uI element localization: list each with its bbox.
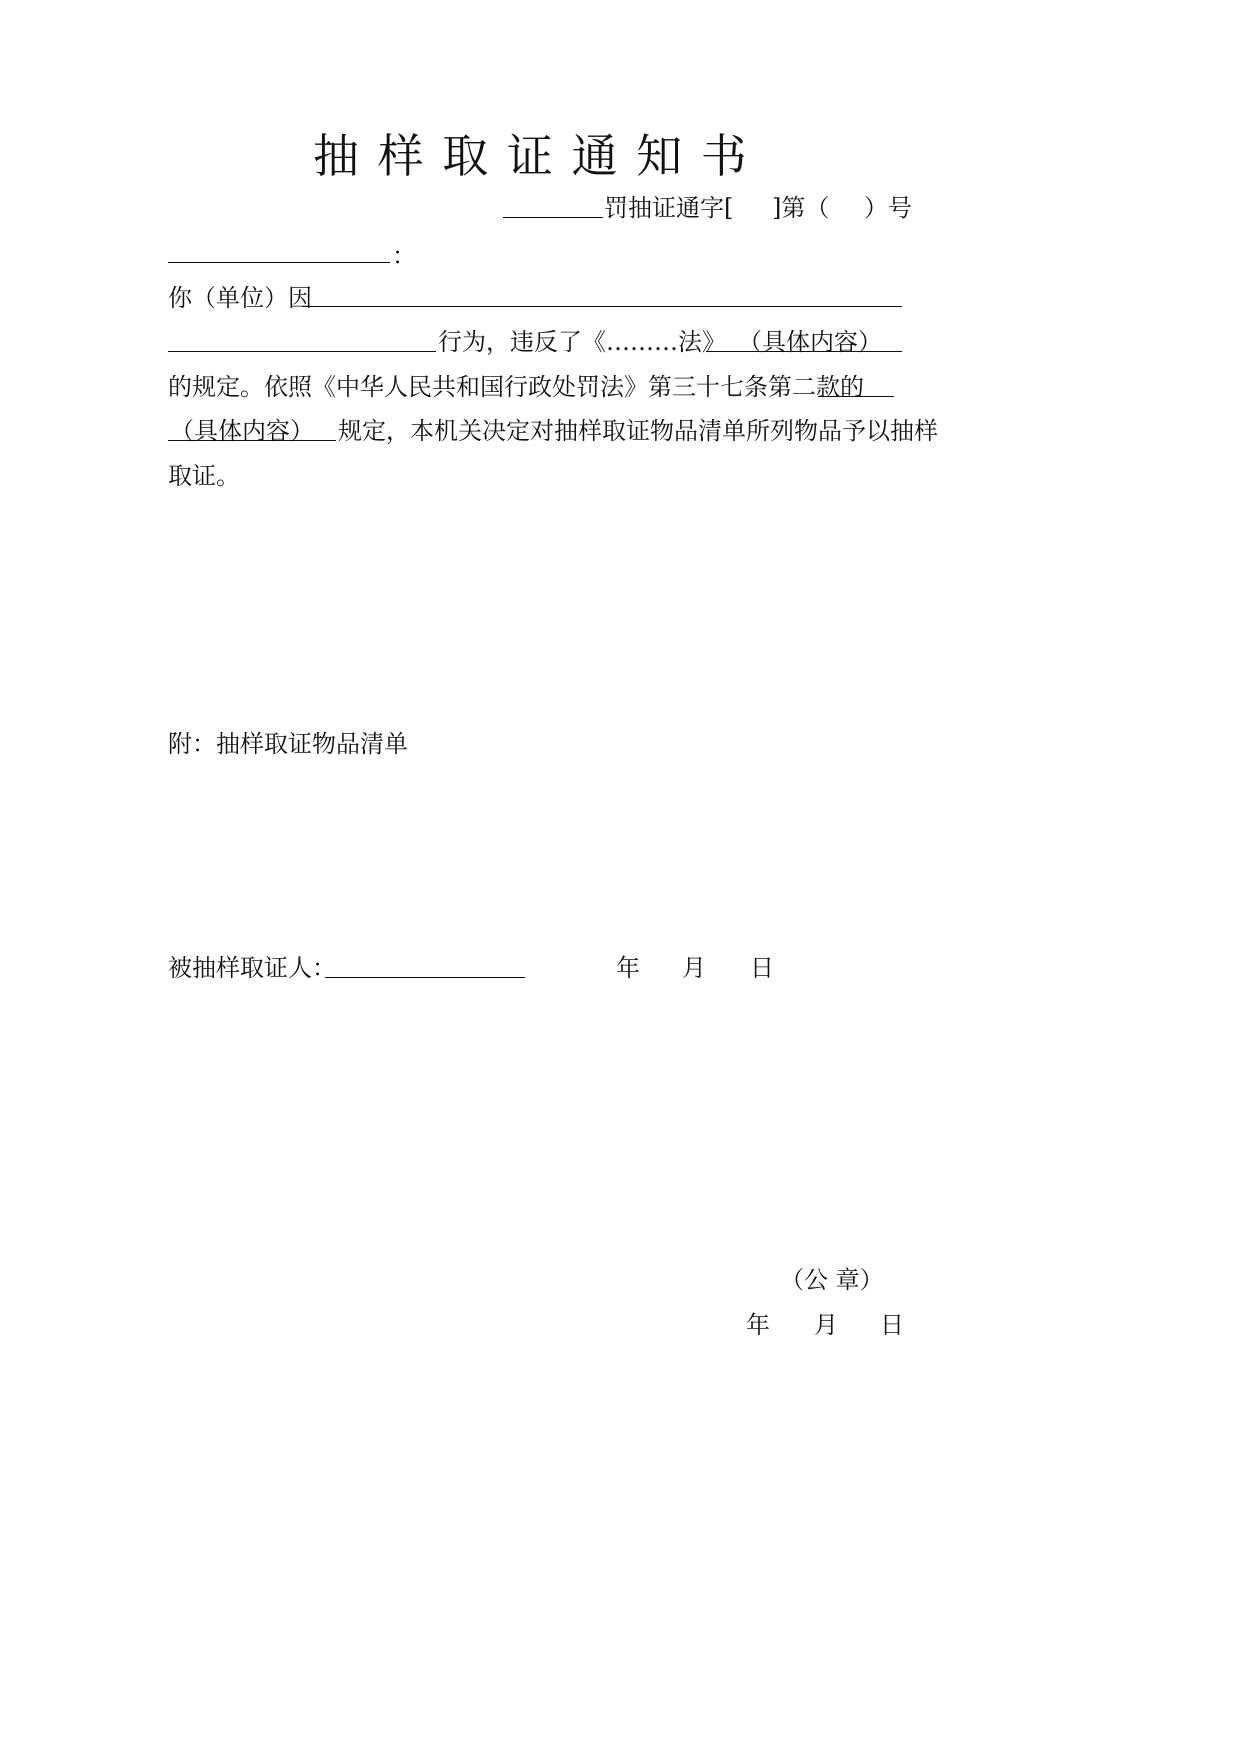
doc-number-suffix: ）号	[864, 194, 912, 222]
doc-number-middle: 罚抽证通字[	[604, 194, 734, 222]
law-specific-content: （具体内容）	[738, 328, 882, 356]
signature-blank[interactable]	[325, 977, 525, 978]
seal-day: 日	[880, 1311, 904, 1339]
doc-number-bracket-close: ]第（	[772, 194, 830, 222]
reason-blank[interactable]	[302, 306, 902, 307]
body-line4-rest: 规定，本机关决定对抽样取证物品清单所列物品予以抽样	[338, 417, 938, 445]
signature-month: 月	[682, 954, 706, 982]
document-title: 抽 样 取 证 通 知 书	[313, 129, 749, 183]
clause-specific-content: （具体内容）	[170, 417, 314, 445]
official-seal-label: （公 章）	[780, 1266, 884, 1294]
clause-blank[interactable]	[818, 396, 894, 397]
body-line1-prefix: 你（单位）因	[168, 284, 312, 312]
signature-day: 日	[750, 954, 774, 982]
issuing-office-blank[interactable]	[503, 217, 603, 218]
signature-label: 被抽样取证人：	[168, 954, 336, 982]
signature-year: 年	[616, 954, 640, 982]
body-line3: 的规定。依照《中华人民共和国行政处罚法》第三十七条第二款的	[168, 373, 864, 401]
recipient-blank[interactable]	[168, 262, 390, 263]
behavior-blank[interactable]	[168, 351, 436, 352]
attachment-note: 附：抽样取证物品清单	[168, 730, 408, 758]
seal-month: 月	[814, 1311, 838, 1339]
body-line5: 取证。	[168, 462, 240, 490]
seal-year: 年	[746, 1311, 770, 1339]
body-line2-behavior: 行为，违反了《………法》	[438, 328, 726, 356]
recipient-colon: ：	[392, 242, 416, 270]
